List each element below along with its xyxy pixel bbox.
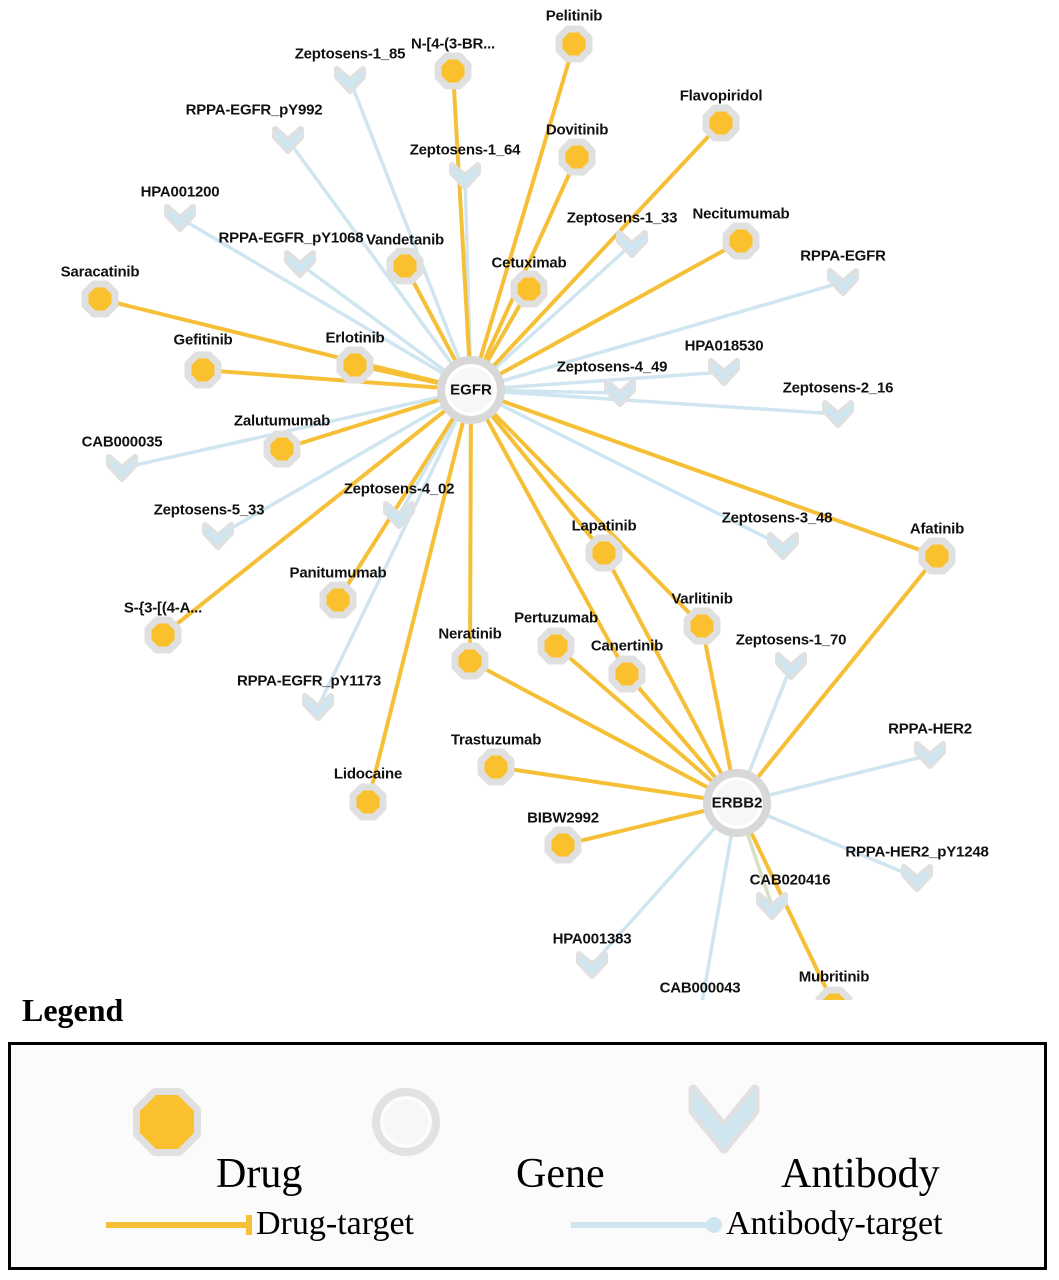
drug-node[interactable] — [481, 752, 511, 782]
antibody-icon-core — [167, 207, 193, 229]
antibody-node[interactable] — [711, 361, 737, 383]
drug-icon — [455, 646, 485, 676]
antibody-node-label: RPPA-HER2_pY1248 — [845, 843, 989, 861]
drug-node[interactable] — [438, 56, 468, 86]
drug-icon — [85, 284, 115, 314]
antibody-node[interactable] — [452, 165, 478, 187]
drug-node-label: Dovitinib — [545, 121, 609, 139]
drug-node-label: Trastuzumab — [450, 731, 542, 749]
antibody-node-label: Zeptosens-1_33 — [566, 209, 678, 227]
drug-icon — [541, 631, 571, 661]
legend-antibody-label: Antibody — [781, 1151, 940, 1197]
drug-node[interactable] — [548, 830, 578, 860]
antibody-node[interactable] — [305, 696, 331, 718]
gene-node-label: ERBB2 — [711, 794, 763, 812]
drug-node-label: N-[4-(3-BR... — [410, 35, 496, 53]
drug-icon — [514, 274, 544, 304]
edge-drug-target — [470, 390, 471, 661]
drug-icon — [819, 990, 849, 1000]
drug-node[interactable] — [726, 226, 756, 256]
antibody-node-label: Zeptosens-1_64 — [409, 141, 521, 159]
antibody-node-label: HPA001383 — [552, 930, 632, 948]
drug-node-label: Zalutumumab — [233, 412, 331, 430]
drug-icon — [188, 355, 218, 385]
drug-node[interactable] — [188, 355, 218, 385]
drug-node[interactable] — [390, 251, 420, 281]
legend-drug-label: Drug — [216, 1151, 303, 1197]
antibody-node-label: RPPA-EGFR_pY1173 — [236, 672, 382, 690]
drug-node-label: Lidocaine — [333, 765, 403, 783]
drug-icon — [267, 434, 297, 464]
legend-drug-target-edge — [106, 1215, 249, 1235]
edge-drug-target — [737, 556, 937, 803]
antibody-node[interactable] — [917, 744, 943, 766]
antibody-node[interactable] — [167, 207, 193, 229]
drug-node-label: BIBW2992 — [527, 809, 599, 827]
drug-icon — [340, 350, 370, 380]
drug-node[interactable] — [541, 631, 571, 661]
drug-icon — [148, 620, 178, 650]
legend-antibody-icon — [693, 1089, 755, 1149]
antibody-node-label: RPPA-HER2 — [888, 720, 972, 738]
drug-node[interactable] — [340, 350, 370, 380]
antibody-node-label: Zeptosens-1_85 — [294, 45, 406, 63]
drug-node[interactable] — [323, 585, 353, 615]
drug-node-label: Lapatinib — [571, 517, 637, 535]
drug-node-label: Pelitinib — [545, 7, 603, 25]
drug-node-label: Vandetanib — [365, 231, 445, 249]
antibody-node[interactable] — [109, 457, 135, 479]
gene-node-label: EGFR — [450, 381, 492, 399]
antibody-node-label: RPPA-EGFR_pY992 — [185, 101, 323, 119]
drug-node-label: Saracatinib — [60, 263, 140, 281]
antibody-node-label: Zeptosens-1_70 — [735, 631, 847, 649]
drug-icon — [726, 226, 756, 256]
drug-node[interactable] — [148, 620, 178, 650]
drug-node[interactable] — [353, 787, 383, 817]
drug-node-label: Varlitinib — [671, 590, 733, 608]
legend-antibody-target-edge — [571, 1217, 722, 1233]
antibody-node[interactable] — [778, 655, 804, 677]
antibody-node-label: CAB020416 — [749, 871, 831, 889]
drug-node-label: Mubritinib — [798, 968, 870, 986]
antibody-node-label: RPPA-EGFR_pY1068 — [218, 229, 364, 247]
legend-drug-icon — [140, 1095, 194, 1149]
antibody-node-label: Zeptosens-3_48 — [721, 509, 833, 527]
drug-node[interactable] — [514, 274, 544, 304]
antibody-node-label: Zeptosens-5_33 — [153, 501, 265, 519]
antibody-node-label: HPA018530 — [684, 337, 764, 355]
drug-node-label: Afatinib — [909, 520, 965, 538]
legend-gene-icon — [376, 1092, 436, 1152]
antibody-node-label: HPA001200 — [140, 183, 220, 201]
antibody-node-label: Zeptosens-2_16 — [782, 379, 894, 397]
drug-node-label: Erlotinib — [325, 329, 385, 347]
drug-node-label: Necitumumab — [692, 205, 790, 223]
legend-antibody-target-label: Antibody-target — [726, 1205, 943, 1242]
antibody-node[interactable] — [275, 129, 301, 151]
drug-node-label: Canertinib — [590, 637, 664, 655]
drug-node-label: Gefitinib — [173, 331, 233, 349]
drug-node[interactable] — [687, 611, 717, 641]
drug-node[interactable] — [612, 659, 642, 689]
antibody-node[interactable] — [759, 895, 785, 917]
drug-node[interactable] — [562, 142, 592, 172]
drug-node[interactable] — [85, 284, 115, 314]
drug-node[interactable] — [922, 541, 952, 571]
drug-icon — [548, 830, 578, 860]
edge-drug-target — [471, 44, 574, 390]
edge-drug-target — [453, 71, 471, 390]
legend-title: Legend — [22, 992, 124, 1028]
drug-icon — [323, 585, 353, 615]
antibody-icon-core — [275, 129, 301, 151]
antibody-node[interactable] — [904, 867, 930, 889]
drug-node[interactable] — [706, 108, 736, 138]
antibody-node[interactable] — [825, 403, 851, 425]
antibody-node-label: RPPA-EGFR — [800, 247, 886, 265]
drug-node-label: Panitumumab — [289, 564, 387, 582]
drug-node[interactable] — [559, 29, 589, 59]
drug-node[interactable] — [589, 538, 619, 568]
drug-node-label: Flavopiridol — [679, 87, 763, 105]
drug-node[interactable] — [455, 646, 485, 676]
drug-node-label: Neratinib — [438, 625, 502, 643]
edge-drug-target — [471, 390, 702, 626]
antibody-node[interactable] — [770, 535, 796, 557]
drug-node-label: Cetuximab — [491, 254, 567, 272]
drug-node[interactable] — [267, 434, 297, 464]
antibody-icon-core — [452, 165, 478, 187]
drug-node-label: Pertuzumab — [514, 609, 598, 627]
antibody-node[interactable] — [337, 69, 363, 91]
edge-antibody-target — [318, 390, 471, 707]
drug-icon — [687, 611, 717, 641]
drug-icon — [481, 752, 511, 782]
drug-icon — [353, 787, 383, 817]
drug-icon — [559, 29, 589, 59]
drug-icon — [922, 541, 952, 571]
drug-icon — [589, 538, 619, 568]
antibody-node-label: CAB000035 — [81, 433, 163, 451]
drug-icon — [562, 142, 592, 172]
legend-box — [8, 1042, 1047, 1270]
legend-drug-target-label: Drug-target — [256, 1205, 414, 1242]
legend-gene-label: Gene — [516, 1151, 605, 1197]
drug-icon — [706, 108, 736, 138]
drug-node-label: S-{3-[(4-A... — [123, 599, 203, 617]
antibody-node[interactable] — [205, 525, 231, 547]
drug-icon — [438, 56, 468, 86]
antibody-icon-core — [337, 69, 363, 91]
drug-node[interactable] — [819, 990, 849, 1000]
drug-icon — [612, 659, 642, 689]
antibody-node[interactable] — [579, 954, 605, 976]
drug-icon — [390, 251, 420, 281]
antibody-node-label: Zeptosens-4_49 — [556, 358, 668, 376]
antibody-node-label: CAB000043 — [659, 979, 741, 997]
antibody-node-label: Zeptosens-4_02 — [343, 480, 455, 498]
antibody-node[interactable] — [830, 271, 856, 293]
